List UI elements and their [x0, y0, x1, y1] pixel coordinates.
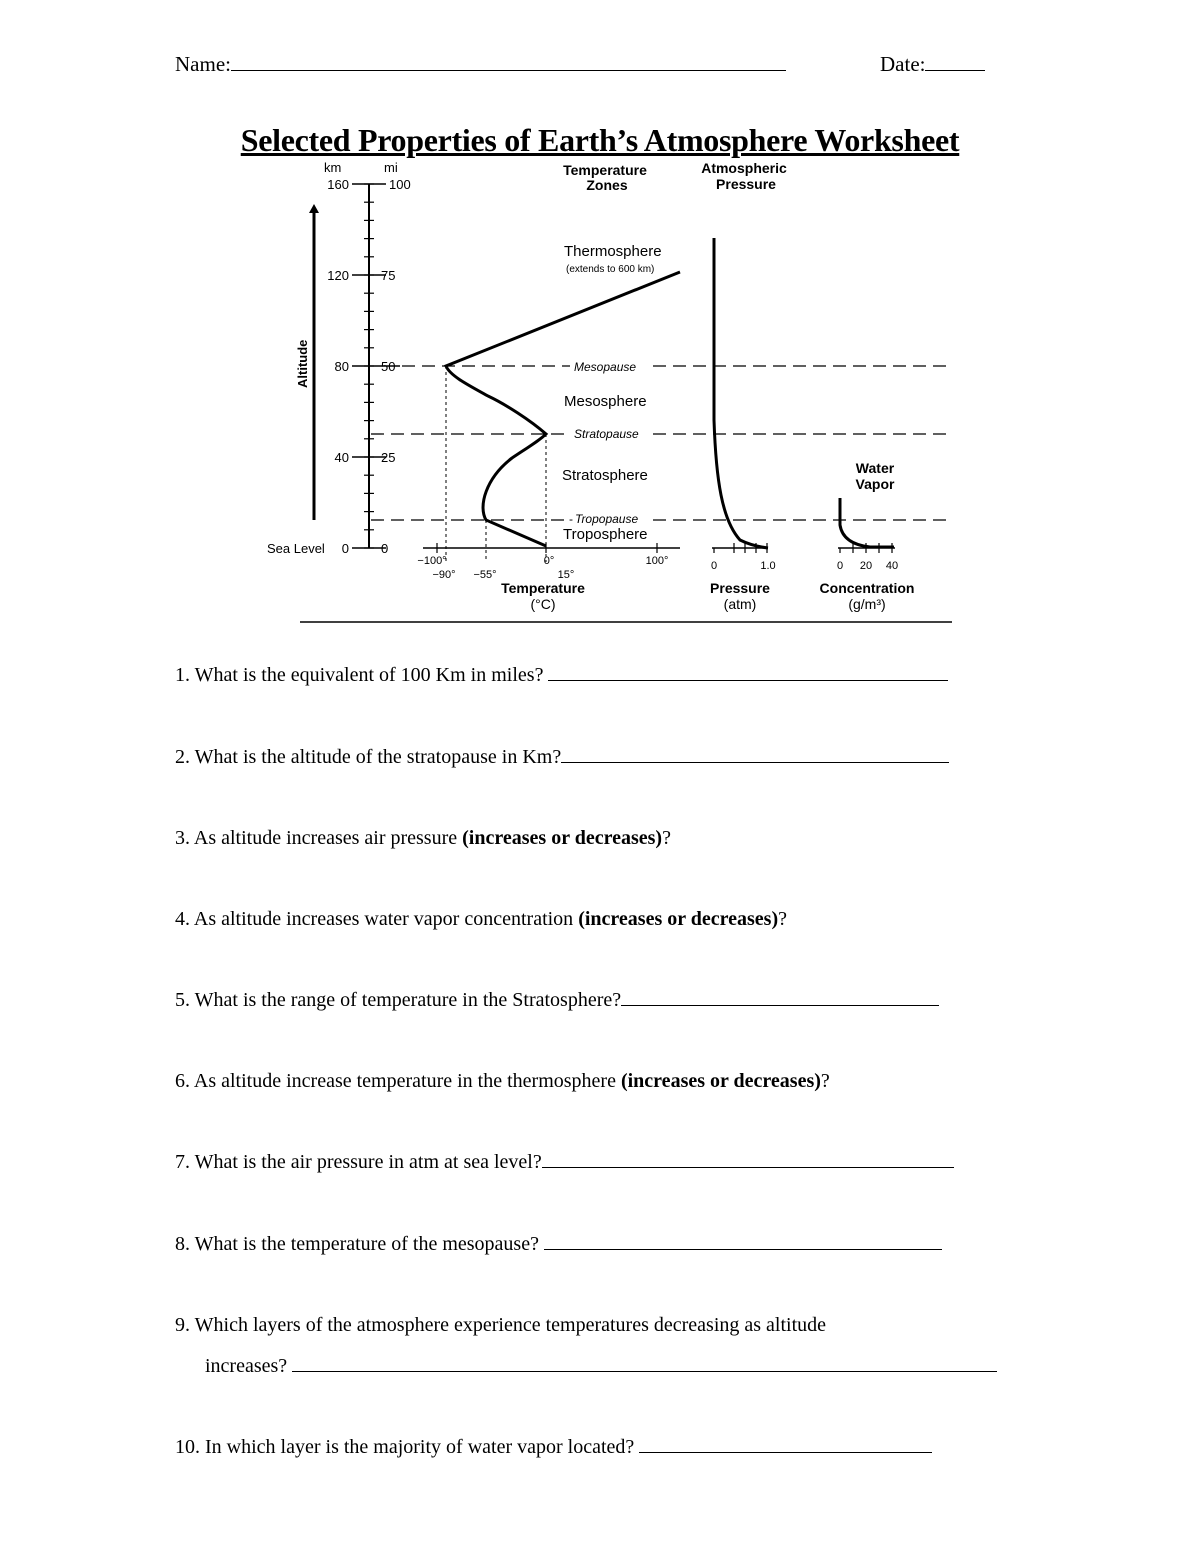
- temp-axis-title: Temperature: [501, 580, 585, 596]
- question-9: 9. Which layers of the atmosphere experience temperatures decreasing as altitude: [175, 1314, 827, 1336]
- answer-blank[interactable]: [292, 1370, 997, 1372]
- svg-text:-: -: [569, 512, 573, 526]
- km-tick-label: 40: [334, 450, 349, 465]
- temp-tick-label: −55°: [473, 569, 497, 581]
- date-label: Date:: [880, 52, 926, 76]
- temp-tick-label: −100°: [417, 555, 447, 567]
- thermosphere-note: (extends to 600 km): [566, 264, 655, 275]
- km-tick-label: 0: [341, 541, 349, 556]
- conc-axis-title: Concentration: [819, 580, 915, 596]
- pressure-curve: [714, 238, 768, 548]
- question-3: 3. As altitude increases air pressure (increases or decreases)?: [175, 827, 671, 849]
- temp-tick-label: 100°: [645, 555, 669, 567]
- question-7: 7. What is the air pressure in atm at sea level?: [175, 1151, 954, 1174]
- name-label: Name:: [175, 52, 231, 76]
- temp-tick-label: 15°: [557, 569, 575, 581]
- mi-tick-label: 75: [381, 268, 396, 283]
- mesosphere-label: Mesosphere: [564, 393, 647, 410]
- page-title: Selected Properties of Earth’s Atmosphere Worksheet: [240, 122, 960, 158]
- question-9-continued: increases?: [205, 1355, 997, 1378]
- answer-blank[interactable]: [542, 1166, 954, 1168]
- question-4: 4. As altitude increases water vapor concentration (increases or decreases)?: [175, 908, 788, 930]
- conc-axis-unit: (g/m³): [848, 596, 886, 612]
- stratopause-label: Stratopause: [574, 427, 639, 441]
- question-8: 8. What is the temperature of the mesopause?: [175, 1233, 942, 1256]
- conc-tick-label: 20: [859, 560, 873, 572]
- tropopause-label: Tropopause: [575, 512, 639, 526]
- answer-blank[interactable]: [639, 1451, 932, 1453]
- water-vapor-curve: [840, 498, 894, 547]
- conc-tick-label: 40: [885, 560, 899, 572]
- pressure-axis-title: Pressure: [710, 580, 770, 596]
- mesopause-label: Mesopause: [574, 360, 637, 374]
- question-6: 6. As altitude increase temperature in the thermosphere (increases or decreases)?: [175, 1070, 830, 1092]
- conc-tick-label: 0: [836, 560, 844, 572]
- water-vapor-heading: Water Vapor: [855, 460, 895, 492]
- question-5: 5. What is the range of temperature in the Stratosphere?: [175, 989, 939, 1012]
- answer-blank[interactable]: [548, 679, 948, 681]
- mi-tick-label: 0: [381, 541, 389, 556]
- thermosphere-label: Thermosphere: [564, 243, 662, 260]
- mi-tick-label: 100: [389, 177, 411, 192]
- temperature-zones-heading: Temperature Zones: [563, 162, 647, 193]
- mi-tick-label: 50: [381, 359, 396, 374]
- question-1: 1. What is the equivalent of 100 Km in miles?: [175, 664, 948, 687]
- temp-tick-label: −90°: [432, 569, 456, 581]
- pressure-axis-unit: (atm): [723, 596, 757, 612]
- answer-blank[interactable]: [544, 1248, 942, 1250]
- answer-blank[interactable]: [621, 1004, 939, 1006]
- temp-axis-unit: (°C): [530, 596, 556, 612]
- mi-tick-label: 25: [381, 450, 396, 465]
- sea-level-label: Sea Level: [267, 541, 325, 556]
- atmospheric-pressure-heading: Atmospheric Pressure: [701, 160, 787, 192]
- pressure-tick-label: 0: [710, 560, 718, 572]
- stratosphere-label: Stratosphere: [562, 467, 648, 484]
- answer-blank[interactable]: [561, 761, 949, 763]
- altitude-label: Altitude: [295, 339, 310, 388]
- atmosphere-diagram: [0, 0, 1200, 640]
- unit-km-label: km: [324, 160, 342, 175]
- temp-tick-label: 0°: [543, 555, 555, 567]
- km-tick-label: 80: [334, 359, 349, 374]
- km-tick-label: 160: [327, 177, 349, 192]
- unit-mi-label: mi: [384, 160, 398, 175]
- km-tick-label: 120: [327, 268, 349, 283]
- troposphere-label: Troposphere: [563, 526, 648, 543]
- pressure-tick-label: 1.0: [760, 560, 776, 572]
- question-2: 2. What is the altitude of the stratopause in Km?: [175, 746, 949, 769]
- question-10: 10. In which layer is the majority of water vapor located?: [175, 1436, 932, 1459]
